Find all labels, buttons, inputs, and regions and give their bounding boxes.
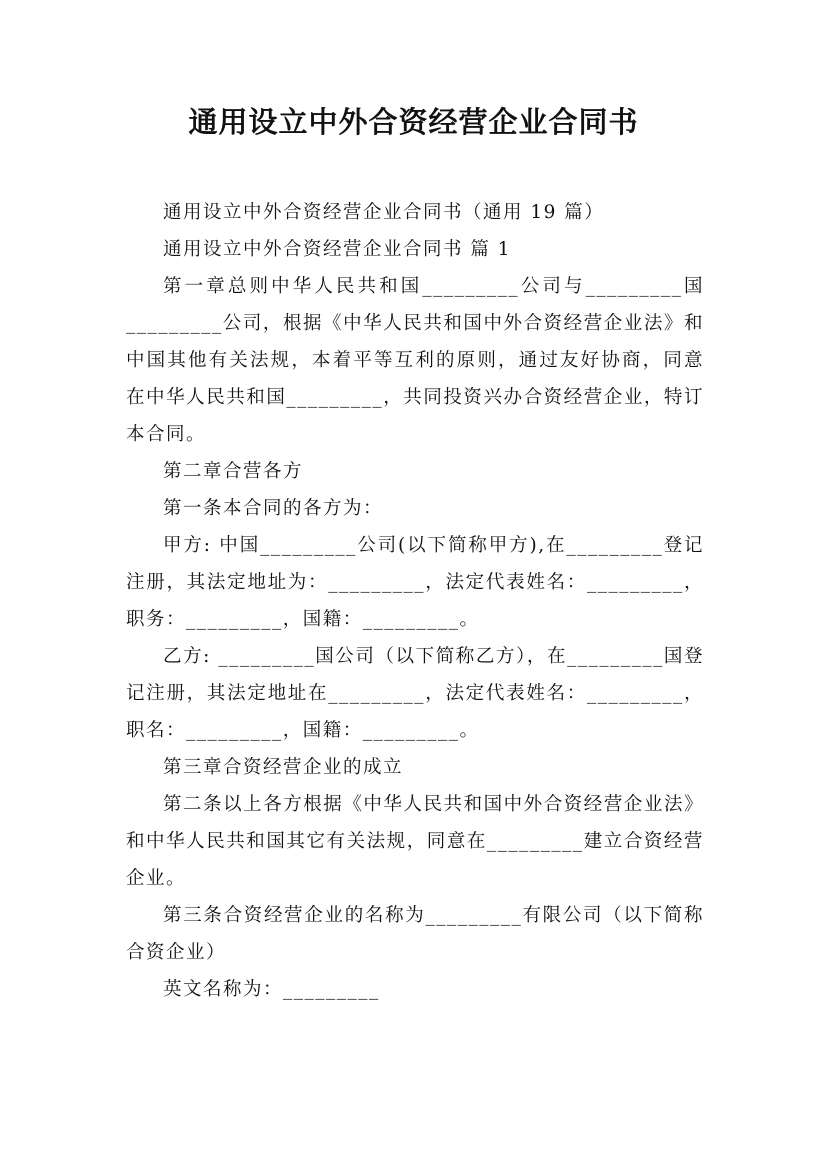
paragraph-part-heading: 通用设立中外合资经营企业合同书 篇 1 [163,239,512,260]
paragraph-party-a: 甲方: 中国_________公司(以下简称甲方),在_________登记注册，其法定地址为：_________，法定代表姓名：_________，职务：_________，国籍：_________。 [126,535,704,630]
paragraph-collection-title: 通用设立中外合资经营企业合同书（通用 19 篇） [163,202,605,223]
paragraph-article-three: 第三条合资经营企业的名称为_________有限公司（以下简称合资企业） [126,905,704,963]
paragraph-article-one: 第一条本合同的各方为： [163,498,384,519]
document-body [126,194,704,1008]
paragraph-article-two: 第二条以上各方根据《中华人民共和国中外合资经营企业法》和中华人民共和国其它有关法规，同意在_________建立合资经营企业。 [126,794,704,889]
paragraph-english-name: 英文名称为：_________ [163,979,380,1000]
paragraph-chapter-two-heading: 第二章合营各方 [163,461,304,482]
paragraph-party-b: 乙方: _________国公司（以下简称乙方），在_________国登记注册，其法定地址在_________，法定代表姓名：_________，职名：_________，国籍：_________。 [126,646,704,741]
paragraph-chapter-one: 第一章总则中华人民共和国_________公司与_________国_________公司，根据《中华人民共和国中外合资经营企业法》和中国其他有关法规，本着平等互利的原则，通过友好协商，同意在中华人民共和国_________，共同投资兴办合资经营企业，特订本合同。 [126,276,704,445]
paragraph-chapter-three-heading: 第三章合资经营企业的成立 [163,757,404,778]
document-title: 通用设立中外合资经营企业合同书 [188,105,639,139]
